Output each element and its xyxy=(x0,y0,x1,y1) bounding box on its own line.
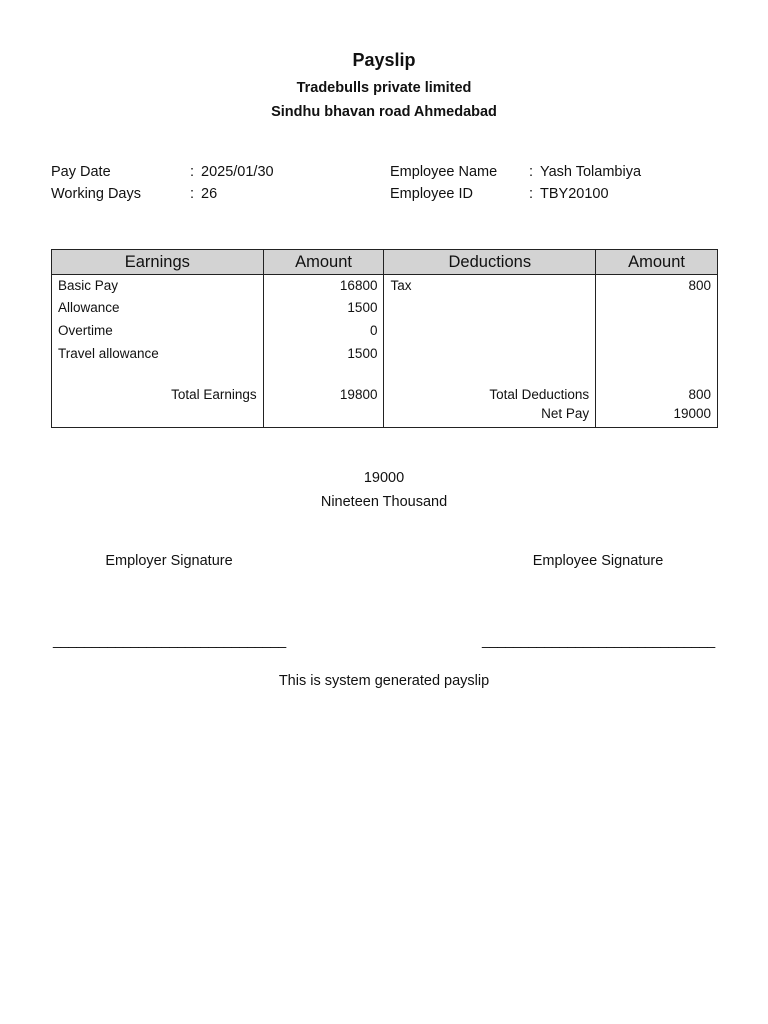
earnings-header: Earnings xyxy=(52,250,264,275)
total-deductions-value: 800 xyxy=(596,383,718,406)
total-earnings-label: Total Earnings xyxy=(52,383,264,406)
table-row xyxy=(52,319,718,342)
colon: : xyxy=(190,164,195,180)
net-amount-words: Nineteen Thousand xyxy=(320,494,448,510)
employee-info xyxy=(390,164,710,208)
deduction-label: Tax xyxy=(384,275,596,297)
net-pay-value: 19000 xyxy=(596,406,718,428)
colon: : xyxy=(529,186,534,202)
company-name: Tradebulls private limited xyxy=(296,80,472,96)
net-amount: 19000 xyxy=(363,470,405,486)
colon: : xyxy=(190,186,195,202)
deductions-header: Deductions xyxy=(384,250,596,275)
earning-amount: 16800 xyxy=(263,275,384,297)
employee-signature-label: Employee Signature xyxy=(532,553,664,569)
system-generated-note: This is system generated payslip xyxy=(278,673,490,689)
employee-name-value: Yash Tolambiya xyxy=(540,164,642,180)
deductions-amount-header: Amount xyxy=(596,250,718,275)
earning-label: Overtime xyxy=(52,319,264,342)
pay-date-label: Pay Date xyxy=(51,164,111,180)
employee-id-value: TBY20100 xyxy=(540,186,609,202)
employer-signature-label: Employer Signature xyxy=(105,553,233,569)
total-earnings-value: 19800 xyxy=(263,383,384,406)
working-days-label: Working Days xyxy=(51,186,141,202)
working-days-value: 26 xyxy=(201,186,218,202)
earning-label: Basic Pay xyxy=(52,275,264,297)
employer-signature-line: ______________________________ xyxy=(53,633,286,649)
payslip-title: Payslip xyxy=(352,50,416,70)
earning-label: Travel allowance xyxy=(52,342,264,365)
net-pay-label: Net Pay xyxy=(384,406,596,428)
earning-amount: 1500 xyxy=(263,296,384,319)
table-header-row xyxy=(52,250,718,275)
pay-info xyxy=(51,164,351,208)
table-row xyxy=(52,296,718,319)
deduction-amount: 800 xyxy=(596,275,718,297)
earnings-deductions-table xyxy=(51,249,718,428)
colon: : xyxy=(529,164,534,180)
earning-amount: 1500 xyxy=(263,342,384,365)
employee-signature-line: ______________________________ xyxy=(482,633,715,649)
net-pay-row xyxy=(52,406,718,428)
totals-row xyxy=(52,383,718,406)
earning-label: Allowance xyxy=(52,296,264,319)
earnings-amount-header: Amount xyxy=(263,250,384,275)
employee-id-label: Employee ID xyxy=(390,186,474,202)
pay-date-value: 2025/01/30 xyxy=(201,164,274,180)
table-row xyxy=(52,342,718,365)
total-deductions-label: Total Deductions xyxy=(384,383,596,406)
employee-name-label: Employee Name xyxy=(390,164,498,180)
company-address: Sindhu bhavan road Ahmedabad xyxy=(271,104,497,120)
table-row xyxy=(52,275,718,297)
earning-amount: 0 xyxy=(263,319,384,342)
